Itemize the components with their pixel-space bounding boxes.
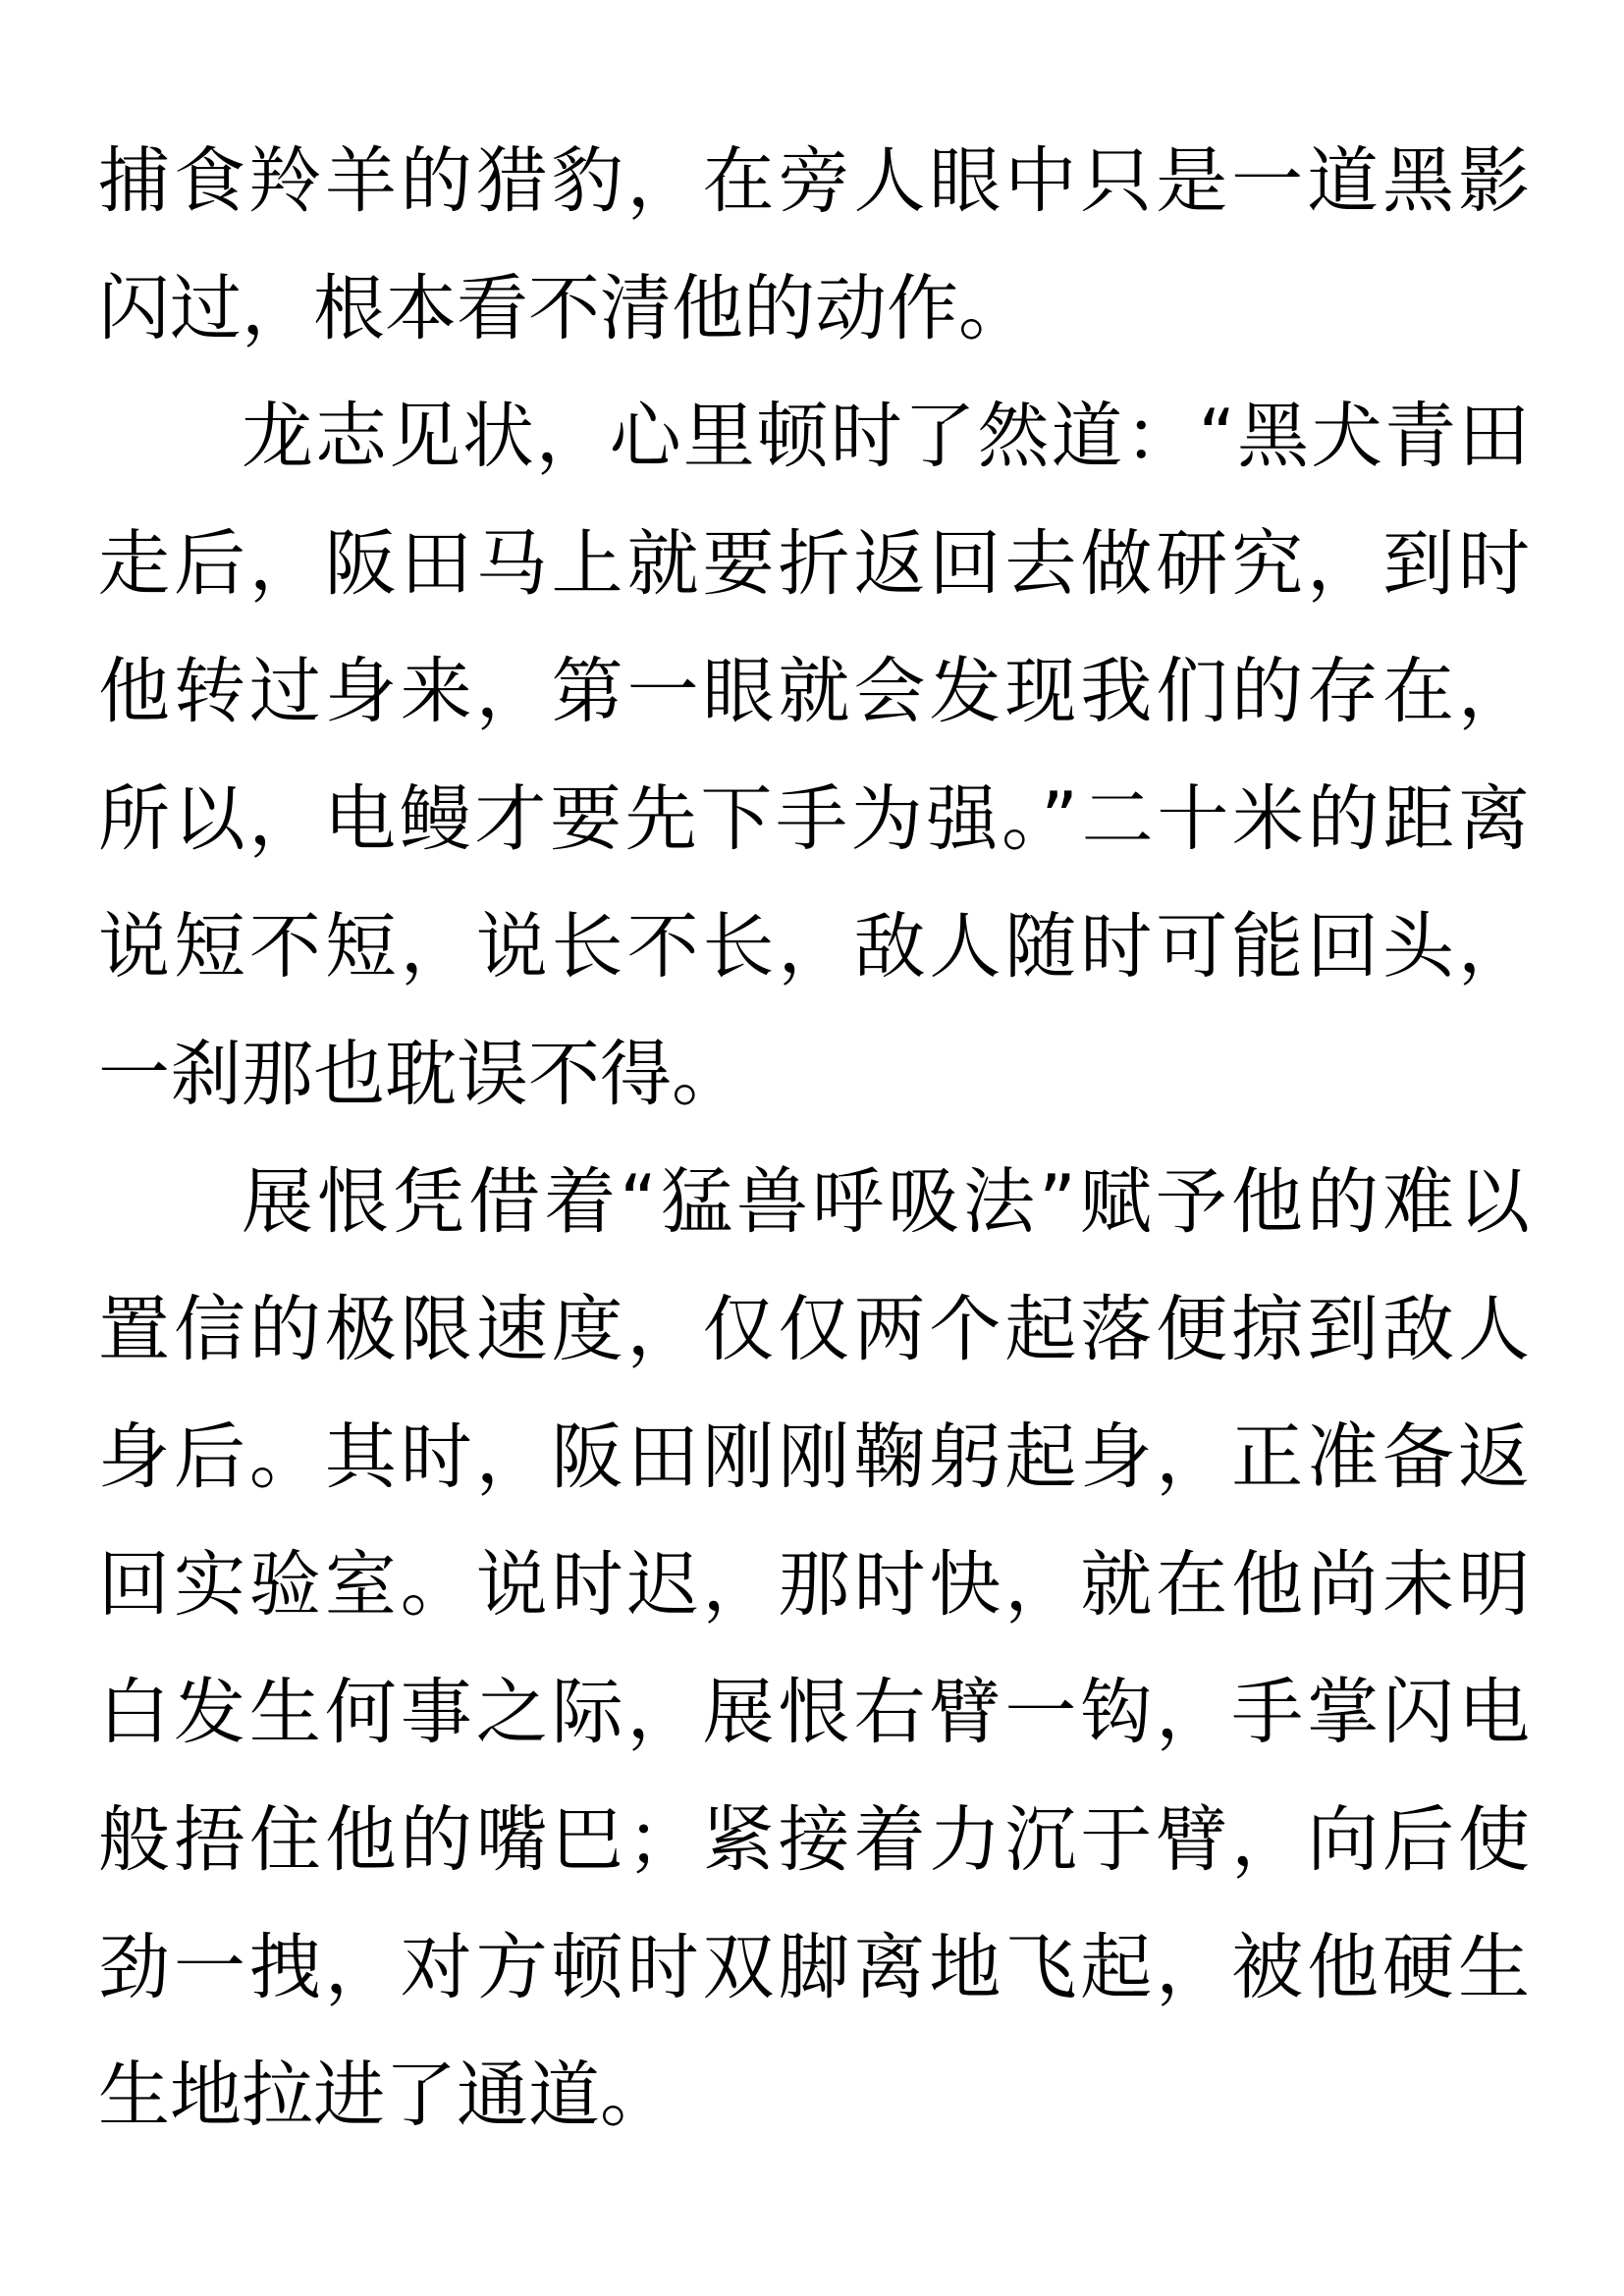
document-page [98, 118, 1530, 2160]
paragraph-2: 龙志见状，心里顿时了然道：“黑犬青田走后，阪田马上就要折返回去做研究，到时他转过身来，第一眼就会发现我们的存在，所以，电鳗才要先下手为强。”二十米的距离说短不短，说长不长，敌人随时可能回头，一刹那也耽误不得。 [98, 395, 1530, 1116]
paragraph-3: 展恨凭借着“猛兽呼吸法”赋予他的难以置信的极限速度，仅仅两个起落便掠到敌人身后。其时，阪田刚刚鞠躬起身，正准备返回实验室。说时迟，那时快，就在他尚未明白发生何事之际，展恨右臂一钩，手掌闪电般捂住他的嘴巴；紧接着力沉于臂，向后使劲一拽，对方顿时双脚离地飞起，被他硬生生地拉进了通道。 [98, 1160, 1530, 2137]
paragraph-1: 捕食羚羊的猎豹，在旁人眼中只是一道黑影闪过，根本看不清他的动作。 [98, 139, 1530, 350]
